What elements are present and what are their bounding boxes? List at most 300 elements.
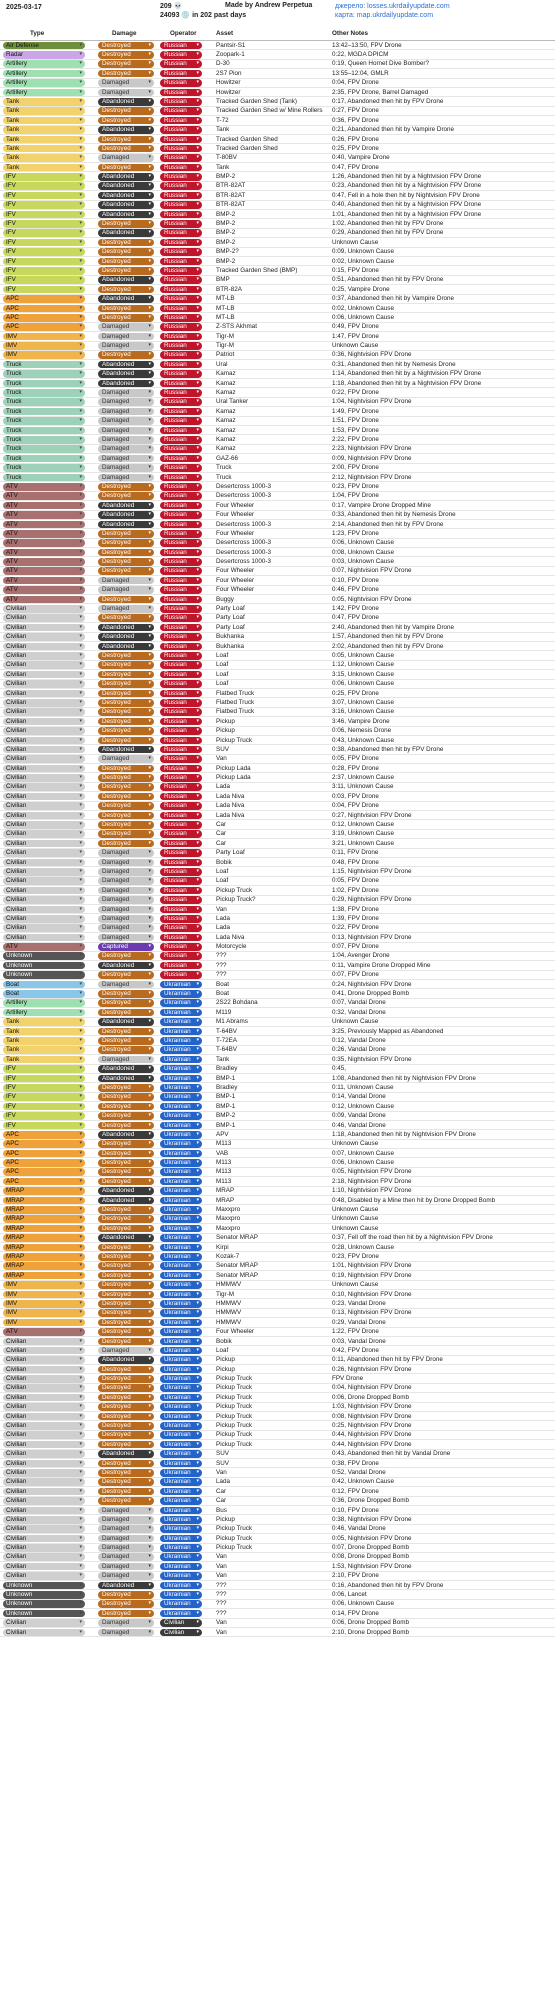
type-select[interactable]	[3, 192, 85, 200]
damage-select[interactable]	[98, 981, 154, 989]
type-select[interactable]	[3, 924, 85, 932]
column-header-type[interactable]: Type	[30, 30, 45, 37]
type-select[interactable]	[3, 211, 85, 219]
type-select[interactable]	[3, 1535, 85, 1543]
damage-select[interactable]	[98, 1535, 154, 1543]
damage-select[interactable]	[98, 1544, 154, 1552]
damage-select[interactable]	[98, 727, 154, 735]
damage-select[interactable]	[98, 1582, 154, 1590]
damage-select[interactable]	[98, 1009, 154, 1017]
type-select[interactable]	[3, 464, 85, 472]
operator-select[interactable]	[160, 661, 202, 669]
operator-select[interactable]	[160, 1413, 202, 1421]
damage-select[interactable]	[98, 1319, 154, 1327]
operator-select[interactable]	[160, 521, 202, 529]
type-select[interactable]	[3, 398, 85, 406]
damage-select[interactable]	[98, 718, 154, 726]
type-select[interactable]	[3, 1131, 85, 1139]
type-select[interactable]	[3, 830, 85, 838]
operator-select[interactable]	[160, 455, 202, 463]
operator-select[interactable]	[160, 229, 202, 237]
type-select[interactable]	[3, 201, 85, 209]
damage-select[interactable]	[98, 868, 154, 876]
operator-select[interactable]	[160, 699, 202, 707]
operator-select[interactable]	[160, 1028, 202, 1036]
damage-select[interactable]	[98, 1056, 154, 1064]
damage-select[interactable]	[98, 427, 154, 435]
type-select[interactable]	[3, 1356, 85, 1364]
operator-select[interactable]	[160, 1215, 202, 1223]
damage-select[interactable]	[98, 1338, 154, 1346]
type-select[interactable]	[3, 380, 85, 388]
operator-select[interactable]	[160, 1450, 202, 1458]
damage-select[interactable]	[98, 1600, 154, 1608]
type-select[interactable]	[3, 455, 85, 463]
operator-select[interactable]	[160, 1591, 202, 1599]
damage-select[interactable]	[98, 154, 154, 162]
operator-select[interactable]	[160, 286, 202, 294]
operator-select[interactable]	[160, 267, 202, 275]
type-select[interactable]	[3, 1488, 85, 1496]
type-select[interactable]	[3, 539, 85, 547]
damage-select[interactable]	[98, 915, 154, 923]
type-select[interactable]	[3, 417, 85, 425]
operator-select[interactable]	[160, 427, 202, 435]
damage-select[interactable]	[98, 380, 154, 388]
operator-select[interactable]	[160, 586, 202, 594]
operator-select[interactable]	[160, 276, 202, 284]
damage-select[interactable]	[98, 887, 154, 895]
damage-select[interactable]	[98, 1431, 154, 1439]
damage-select[interactable]	[98, 1065, 154, 1073]
type-select[interactable]	[3, 802, 85, 810]
damage-select[interactable]	[98, 971, 154, 979]
type-select[interactable]	[3, 182, 85, 190]
damage-select[interactable]	[98, 1131, 154, 1139]
operator-select[interactable]	[160, 1535, 202, 1543]
operator-select[interactable]	[160, 1525, 202, 1533]
type-select[interactable]	[3, 511, 85, 519]
operator-select[interactable]	[160, 1619, 202, 1627]
operator-select[interactable]	[160, 1103, 202, 1111]
type-select[interactable]	[3, 1178, 85, 1186]
operator-select[interactable]	[160, 342, 202, 350]
operator-select[interactable]	[160, 1507, 202, 1515]
damage-select[interactable]	[98, 107, 154, 115]
operator-select[interactable]	[160, 952, 202, 960]
operator-select[interactable]	[160, 981, 202, 989]
damage-select[interactable]	[98, 173, 154, 181]
damage-select[interactable]	[98, 924, 154, 932]
source-link[interactable]: джерело: losses.ukrdailyupdate.com	[335, 3, 450, 10]
type-select[interactable]	[3, 1319, 85, 1327]
damage-select[interactable]	[98, 1403, 154, 1411]
operator-select[interactable]	[160, 239, 202, 247]
type-select[interactable]	[3, 1112, 85, 1120]
damage-select[interactable]	[98, 1525, 154, 1533]
damage-select[interactable]	[98, 859, 154, 867]
type-select[interactable]	[3, 1450, 85, 1458]
type-select[interactable]	[3, 1215, 85, 1223]
type-select[interactable]	[3, 577, 85, 585]
type-select[interactable]	[3, 276, 85, 284]
operator-select[interactable]	[160, 643, 202, 651]
type-select[interactable]	[3, 502, 85, 510]
type-select[interactable]	[3, 1300, 85, 1308]
damage-select[interactable]	[98, 1375, 154, 1383]
operator-select[interactable]	[160, 107, 202, 115]
damage-select[interactable]	[98, 1272, 154, 1280]
type-select[interactable]	[3, 1309, 85, 1317]
damage-select[interactable]	[98, 1234, 154, 1242]
damage-select[interactable]	[98, 474, 154, 482]
operator-select[interactable]	[160, 173, 202, 181]
operator-select[interactable]	[160, 464, 202, 472]
type-select[interactable]	[3, 220, 85, 228]
damage-select[interactable]	[98, 464, 154, 472]
type-select[interactable]	[3, 549, 85, 557]
damage-select[interactable]	[98, 1300, 154, 1308]
type-select[interactable]	[3, 586, 85, 594]
type-select[interactable]	[3, 474, 85, 482]
operator-select[interactable]	[160, 333, 202, 341]
type-select[interactable]	[3, 1338, 85, 1346]
operator-select[interactable]	[160, 164, 202, 172]
type-select[interactable]	[3, 774, 85, 782]
operator-select[interactable]	[160, 887, 202, 895]
damage-select[interactable]	[98, 690, 154, 698]
operator-select[interactable]	[160, 79, 202, 87]
column-header-damage[interactable]: Damage	[112, 30, 137, 37]
type-select[interactable]	[3, 999, 85, 1007]
damage-select[interactable]	[98, 1516, 154, 1524]
damage-select[interactable]	[98, 51, 154, 59]
operator-select[interactable]	[160, 737, 202, 745]
type-select[interactable]	[3, 793, 85, 801]
operator-select[interactable]	[160, 840, 202, 848]
type-select[interactable]	[3, 614, 85, 622]
type-select[interactable]	[3, 445, 85, 453]
damage-select[interactable]	[98, 793, 154, 801]
operator-select[interactable]	[160, 1497, 202, 1505]
damage-select[interactable]	[98, 1553, 154, 1561]
damage-select[interactable]	[98, 389, 154, 397]
operator-select[interactable]	[160, 1056, 202, 1064]
damage-select[interactable]	[98, 812, 154, 820]
operator-select[interactable]	[160, 915, 202, 923]
damage-select[interactable]	[98, 1478, 154, 1486]
damage-select[interactable]	[98, 1150, 154, 1158]
damage-select[interactable]	[98, 558, 154, 566]
damage-select[interactable]	[98, 1610, 154, 1618]
operator-select[interactable]	[160, 474, 202, 482]
operator-select[interactable]	[160, 783, 202, 791]
damage-select[interactable]	[98, 1563, 154, 1571]
type-select[interactable]	[3, 1150, 85, 1158]
damage-select[interactable]	[98, 408, 154, 416]
operator-select[interactable]	[160, 1281, 202, 1289]
type-select[interactable]	[3, 1384, 85, 1392]
type-select[interactable]	[3, 145, 85, 153]
operator-select[interactable]	[160, 1516, 202, 1524]
operator-select[interactable]	[160, 1572, 202, 1580]
type-select[interactable]	[3, 652, 85, 660]
type-select[interactable]	[3, 859, 85, 867]
damage-select[interactable]	[98, 530, 154, 538]
operator-select[interactable]	[160, 370, 202, 378]
type-select[interactable]	[3, 89, 85, 97]
type-select[interactable]	[3, 962, 85, 970]
damage-select[interactable]	[98, 436, 154, 444]
damage-select[interactable]	[98, 877, 154, 885]
type-select[interactable]	[3, 934, 85, 942]
damage-select[interactable]	[98, 830, 154, 838]
damage-select[interactable]	[98, 737, 154, 745]
type-select[interactable]	[3, 690, 85, 698]
damage-select[interactable]	[98, 577, 154, 585]
damage-select[interactable]	[98, 1140, 154, 1148]
operator-select[interactable]	[160, 812, 202, 820]
operator-select[interactable]	[160, 502, 202, 510]
operator-select[interactable]	[160, 859, 202, 867]
type-select[interactable]	[3, 286, 85, 294]
operator-select[interactable]	[160, 1009, 202, 1017]
operator-select[interactable]	[160, 1563, 202, 1571]
type-select[interactable]	[3, 1422, 85, 1430]
damage-select[interactable]	[98, 201, 154, 209]
damage-select[interactable]	[98, 502, 154, 510]
operator-select[interactable]	[160, 708, 202, 716]
type-select[interactable]	[3, 1159, 85, 1167]
damage-select[interactable]	[98, 633, 154, 641]
damage-select[interactable]	[98, 229, 154, 237]
damage-select[interactable]	[98, 398, 154, 406]
operator-select[interactable]	[160, 1065, 202, 1073]
damage-select[interactable]	[98, 1591, 154, 1599]
type-select[interactable]	[3, 154, 85, 162]
operator-select[interactable]	[160, 868, 202, 876]
operator-select[interactable]	[160, 436, 202, 444]
type-select[interactable]	[3, 361, 85, 369]
damage-select[interactable]	[98, 1168, 154, 1176]
damage-select[interactable]	[98, 802, 154, 810]
operator-select[interactable]	[160, 1178, 202, 1186]
type-select[interactable]	[3, 1394, 85, 1402]
damage-select[interactable]	[98, 333, 154, 341]
type-select[interactable]	[3, 1103, 85, 1111]
type-select[interactable]	[3, 1281, 85, 1289]
type-select[interactable]	[3, 370, 85, 378]
type-select[interactable]	[3, 1525, 85, 1533]
operator-select[interactable]	[160, 258, 202, 266]
operator-select[interactable]	[160, 1610, 202, 1618]
operator-select[interactable]	[160, 51, 202, 59]
type-select[interactable]	[3, 1225, 85, 1233]
type-select[interactable]	[3, 229, 85, 237]
type-select[interactable]	[3, 558, 85, 566]
type-select[interactable]	[3, 51, 85, 59]
operator-select[interactable]	[160, 1197, 202, 1205]
operator-select[interactable]	[160, 1347, 202, 1355]
operator-select[interactable]	[160, 802, 202, 810]
damage-select[interactable]	[98, 351, 154, 359]
type-select[interactable]	[3, 1206, 85, 1214]
operator-select[interactable]	[160, 539, 202, 547]
type-select[interactable]	[3, 605, 85, 613]
type-select[interactable]	[3, 990, 85, 998]
type-select[interactable]	[3, 1366, 85, 1374]
damage-select[interactable]	[98, 314, 154, 322]
type-select[interactable]	[3, 1084, 85, 1092]
type-select[interactable]	[3, 483, 85, 491]
damage-select[interactable]	[98, 239, 154, 247]
operator-select[interactable]	[160, 999, 202, 1007]
operator-select[interactable]	[160, 718, 202, 726]
operator-select[interactable]	[160, 445, 202, 453]
damage-select[interactable]	[98, 1394, 154, 1402]
type-select[interactable]	[3, 1009, 85, 1017]
operator-select[interactable]	[160, 1262, 202, 1270]
operator-select[interactable]	[160, 549, 202, 557]
damage-select[interactable]	[98, 1084, 154, 1092]
operator-select[interactable]	[160, 42, 202, 50]
operator-select[interactable]	[160, 605, 202, 613]
operator-select[interactable]	[160, 567, 202, 575]
type-select[interactable]	[3, 1582, 85, 1590]
damage-select[interactable]	[98, 117, 154, 125]
type-select[interactable]	[3, 821, 85, 829]
type-select[interactable]	[3, 173, 85, 181]
type-select[interactable]	[3, 314, 85, 322]
type-select[interactable]	[3, 239, 85, 247]
damage-select[interactable]	[98, 849, 154, 857]
type-select[interactable]	[3, 408, 85, 416]
operator-select[interactable]	[160, 877, 202, 885]
type-select[interactable]	[3, 1497, 85, 1505]
operator-select[interactable]	[160, 849, 202, 857]
type-select[interactable]	[3, 1037, 85, 1045]
operator-select[interactable]	[160, 577, 202, 585]
operator-select[interactable]	[160, 1272, 202, 1280]
damage-select[interactable]	[98, 652, 154, 660]
operator-select[interactable]	[160, 1122, 202, 1130]
damage-select[interactable]	[98, 1347, 154, 1355]
operator-select[interactable]	[160, 530, 202, 538]
operator-select[interactable]	[160, 1375, 202, 1383]
damage-select[interactable]	[98, 42, 154, 50]
type-select[interactable]	[3, 258, 85, 266]
type-select[interactable]	[3, 952, 85, 960]
type-select[interactable]	[3, 633, 85, 641]
column-header-operator[interactable]: Operator	[170, 30, 197, 37]
type-select[interactable]	[3, 1403, 85, 1411]
operator-select[interactable]	[160, 690, 202, 698]
operator-select[interactable]	[160, 1037, 202, 1045]
operator-select[interactable]	[160, 1600, 202, 1608]
damage-select[interactable]	[98, 999, 154, 1007]
type-select[interactable]	[3, 60, 85, 68]
damage-select[interactable]	[98, 661, 154, 669]
operator-select[interactable]	[160, 1319, 202, 1327]
damage-select[interactable]	[98, 1225, 154, 1233]
operator-select[interactable]	[160, 1084, 202, 1092]
operator-select[interactable]	[160, 1431, 202, 1439]
damage-select[interactable]	[98, 549, 154, 557]
operator-select[interactable]	[160, 1300, 202, 1308]
damage-select[interactable]	[98, 896, 154, 904]
operator-select[interactable]	[160, 558, 202, 566]
type-select[interactable]	[3, 305, 85, 313]
type-select[interactable]	[3, 915, 85, 923]
type-select[interactable]	[3, 671, 85, 679]
damage-select[interactable]	[98, 1215, 154, 1223]
operator-select[interactable]	[160, 511, 202, 519]
damage-select[interactable]	[98, 1422, 154, 1430]
operator-select[interactable]	[160, 624, 202, 632]
type-select[interactable]	[3, 1478, 85, 1486]
type-select[interactable]	[3, 755, 85, 763]
type-select[interactable]	[3, 389, 85, 397]
operator-select[interactable]	[160, 1544, 202, 1552]
operator-select[interactable]	[160, 323, 202, 331]
damage-select[interactable]	[98, 370, 154, 378]
type-select[interactable]	[3, 896, 85, 904]
operator-select[interactable]	[160, 821, 202, 829]
damage-select[interactable]	[98, 840, 154, 848]
type-select[interactable]	[3, 351, 85, 359]
damage-select[interactable]	[98, 671, 154, 679]
operator-select[interactable]	[160, 596, 202, 604]
damage-select[interactable]	[98, 1046, 154, 1054]
type-select[interactable]	[3, 295, 85, 303]
operator-select[interactable]	[160, 1460, 202, 1468]
type-select[interactable]	[3, 877, 85, 885]
operator-select[interactable]	[160, 220, 202, 228]
operator-select[interactable]	[160, 492, 202, 500]
operator-select[interactable]	[160, 896, 202, 904]
damage-select[interactable]	[98, 211, 154, 219]
type-select[interactable]	[3, 737, 85, 745]
type-select[interactable]	[3, 1441, 85, 1449]
operator-select[interactable]	[160, 389, 202, 397]
operator-select[interactable]	[160, 1338, 202, 1346]
damage-select[interactable]	[98, 295, 154, 303]
operator-select[interactable]	[160, 408, 202, 416]
type-select[interactable]	[3, 783, 85, 791]
damage-select[interactable]	[98, 342, 154, 350]
operator-select[interactable]	[160, 1582, 202, 1590]
damage-select[interactable]	[98, 755, 154, 763]
type-select[interactable]	[3, 1413, 85, 1421]
damage-select[interactable]	[98, 1244, 154, 1252]
type-select[interactable]	[3, 1093, 85, 1101]
operator-select[interactable]	[160, 924, 202, 932]
operator-select[interactable]	[160, 1309, 202, 1317]
damage-select[interactable]	[98, 1291, 154, 1299]
operator-select[interactable]	[160, 1441, 202, 1449]
type-select[interactable]	[3, 567, 85, 575]
operator-select[interactable]	[160, 305, 202, 313]
damage-select[interactable]	[98, 774, 154, 782]
type-select[interactable]	[3, 1610, 85, 1618]
operator-select[interactable]	[160, 380, 202, 388]
damage-select[interactable]	[98, 952, 154, 960]
type-select[interactable]	[3, 1553, 85, 1561]
type-select[interactable]	[3, 1197, 85, 1205]
damage-select[interactable]	[98, 624, 154, 632]
damage-select[interactable]	[98, 323, 154, 331]
type-select[interactable]	[3, 530, 85, 538]
